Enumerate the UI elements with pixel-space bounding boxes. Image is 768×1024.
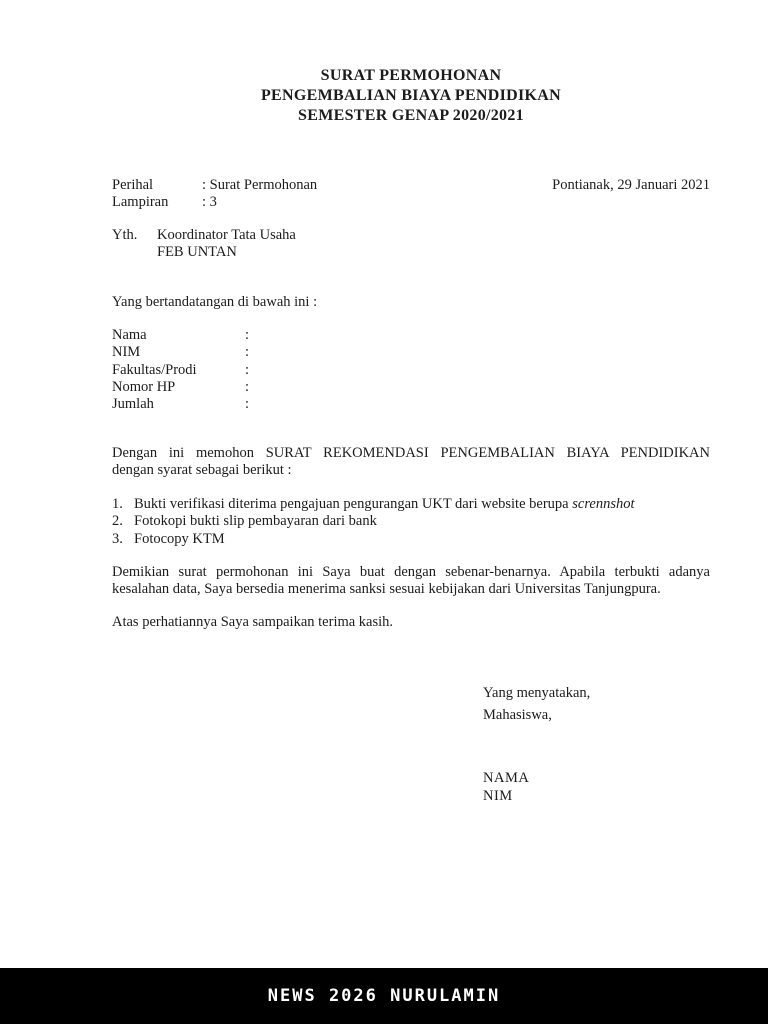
- perihal-label: Perihal: [112, 177, 154, 193]
- requirement-item: [112, 531, 710, 548]
- request-paragraph-line-2: dengan syarat sebagai berikut :: [112, 462, 292, 479]
- requirements-list: [112, 496, 710, 548]
- recipient-line-1: Koordinator Tata Usaha: [157, 227, 296, 243]
- signature-nim: NIM: [483, 788, 513, 804]
- field-colon: :: [245, 361, 250, 378]
- field-label: Jumlah: [112, 396, 154, 413]
- requirement-text: Fotocopy KTM: [134, 530, 225, 547]
- field-row-jumlah: [112, 396, 249, 413]
- closing-paragraph-line-1: Demikian surat permohonan ini Saya buat dengan sebenar-benarnya. Apabila terbukti adanya: [112, 564, 710, 580]
- signature-line-2: Mahasiswa,: [483, 707, 552, 723]
- field-label: Nomor HP: [112, 378, 176, 395]
- field-label: NIM: [112, 344, 141, 361]
- field-label: Fakultas/Prodi: [112, 361, 197, 378]
- requirement-item: [112, 496, 710, 513]
- letter-meta: [112, 177, 710, 212]
- requirement-number: 3.: [112, 530, 123, 547]
- field-row-nama: [112, 327, 249, 344]
- request-paragraph: [112, 445, 710, 480]
- requirement-number: 2.: [112, 513, 123, 530]
- requirement-item: [112, 513, 710, 530]
- footer-banner-text: NEWS 2026 NURULAMIN: [267, 986, 501, 1006]
- requirement-text: Bukti verifikasi diterima pengajuan pengurangan UKT dari website berupa scrennshot: [134, 496, 635, 512]
- signature-name-block: [483, 769, 529, 805]
- field-colon: :: [245, 344, 250, 361]
- recipient-indent: [112, 244, 157, 261]
- letter-date: Pontianak, 29 Januari 2021: [552, 177, 710, 193]
- requirement-number: 1.: [112, 496, 123, 512]
- field-colon: :: [245, 327, 250, 343]
- signature-name: NAMA: [483, 770, 530, 786]
- letter-title: [112, 66, 710, 126]
- signature-block: [483, 682, 590, 726]
- field-label: Nama: [112, 327, 147, 343]
- recipient-block: [112, 227, 296, 260]
- perihal-row: [112, 177, 317, 194]
- field-colon: :: [245, 378, 250, 395]
- closing-paragraph-line-2: kesalahan data, Saya bersedia menerima sanksi sesuai kebijakan dari Universitas Tanjungpura.: [112, 581, 661, 598]
- lampiran-label: Lampiran: [112, 194, 169, 211]
- identity-fields: [112, 327, 249, 413]
- title-line-3: SEMESTER GENAP 2020/2021: [298, 107, 524, 124]
- recipient-salutation: Yth.: [112, 227, 138, 243]
- thanks-line: Atas perhatiannya Saya sampaikan terima kasih.: [112, 614, 394, 630]
- field-row-nomor-hp: [112, 379, 249, 396]
- closing-paragraph: [112, 564, 710, 599]
- title-line-1: SURAT PERMOHONAN: [320, 67, 502, 84]
- requirement-italic-word: scrennshot: [572, 496, 635, 512]
- meta-table: [112, 177, 317, 212]
- field-colon: :: [245, 396, 250, 413]
- field-row-nim: [112, 344, 249, 361]
- title-line-2: PENGEMBALIAN BIAYA PENDIDIKAN: [260, 87, 561, 104]
- requirement-text: Fotokopi bukti slip pembayaran dari bank: [134, 513, 377, 530]
- field-row-fakultas: [112, 362, 249, 379]
- lampiran-value: : 3: [202, 194, 217, 211]
- footer-banner: [0, 968, 768, 1024]
- opening-line: Yang bertandatangan di bawah ini :: [112, 294, 318, 310]
- perihal-value: : Surat Permohonan: [202, 177, 318, 193]
- signature-line-1: Yang menyatakan,: [483, 685, 591, 701]
- lampiran-row: [112, 194, 317, 211]
- recipient-line-2: FEB UNTAN: [157, 243, 237, 260]
- request-paragraph-line-1: Dengan ini memohon SURAT REKOMENDASI PENGEMBALIAN BIAYA PENDIDIKAN: [112, 445, 710, 461]
